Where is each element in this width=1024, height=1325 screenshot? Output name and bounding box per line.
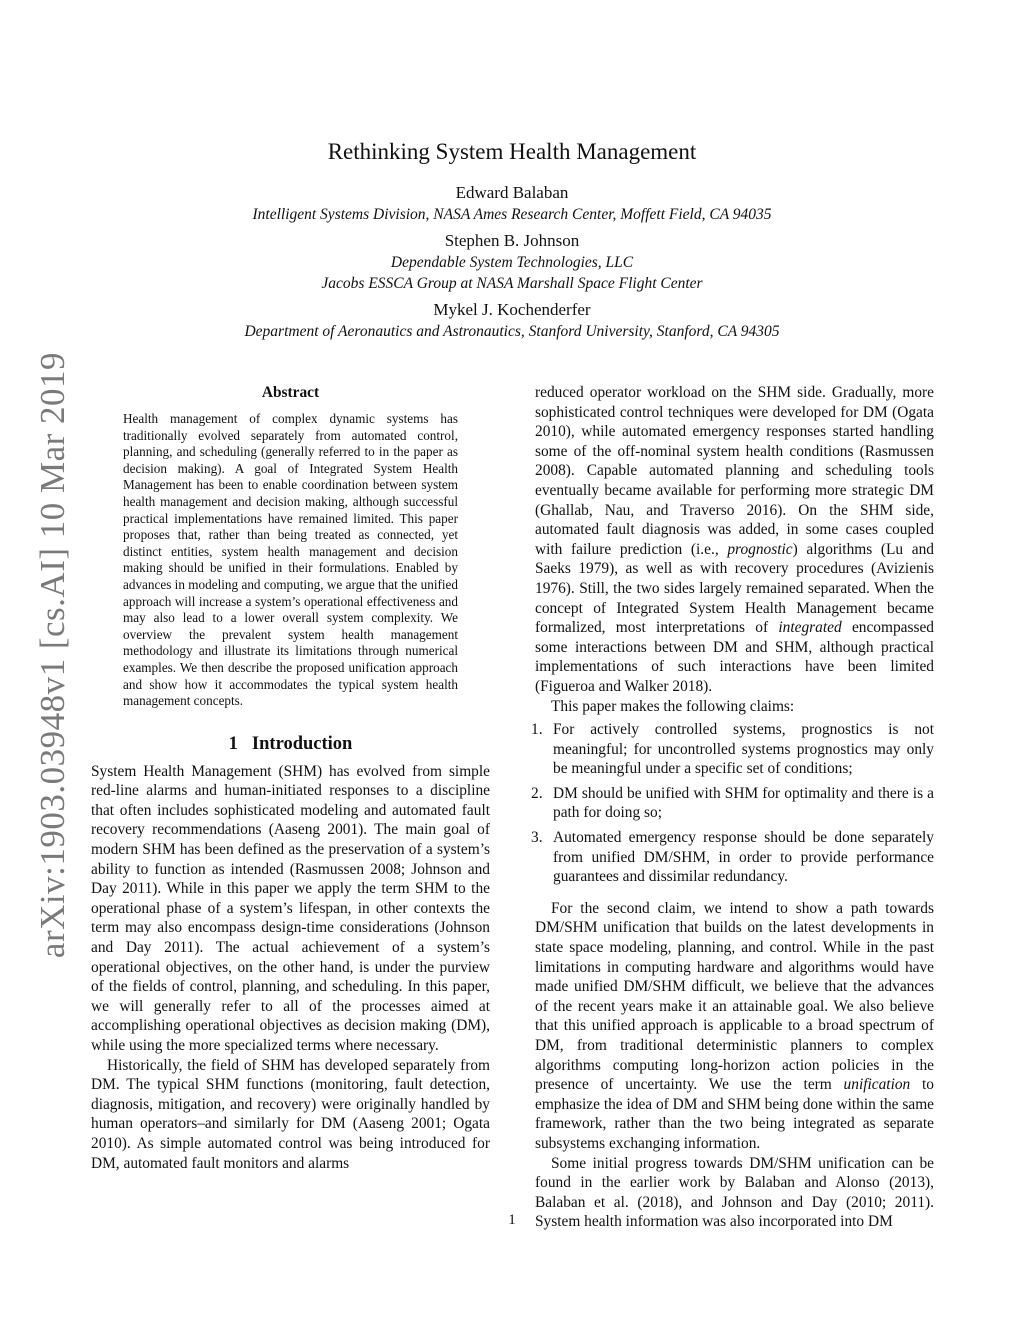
author-name: Edward Balaban [455, 183, 569, 202]
abstract-heading: Abstract [261, 384, 320, 401]
author-block [0, 299, 1024, 342]
section-number: 1 [228, 733, 238, 754]
text-run: to emphasize the idea of DM and SHM being done within the same framework, rather than the two being integrated as separate subsystems exchanging information. [535, 1076, 934, 1152]
list-item-text: DM should be unified with SHM for optimality and there is a path for doing so; [553, 784, 934, 822]
body-paragraph: Some initial progress towards DM/SHM unification can be found in the earlier work by Balaban and Alonso (2013), Balaban et al. (2018), and Johnson and Day (2010; 2011). System health information was also incorporated into DM [535, 1154, 934, 1231]
list-item-number: 2. [531, 784, 543, 802]
author-name: Stephen B. Johnson [444, 231, 580, 250]
body-paragraph [535, 899, 934, 1154]
text-run: For the second claim, we intend to show a path towards DM/SHM unification that builds on the latest developments in state space modeling, planning, and control. While in the past limitations in computing hardware and algorithms would have made unified DM/SHM difficult, we believe that the advances of the recent years make it an attainable goal. We also believe that this unified approach is applicable to a broad spectrum of DM, from traditional deterministic planners to complex algorithms computing long-horizon action policies in the presence of uncertainty. We use the term [535, 899, 934, 1094]
list-item-number: 1. [531, 721, 543, 739]
text-run: reduced operator workload on the SHM side. Gradually, more sophisticated control techniques were developed for DM (Ogata 2010), while automated emergency responses started handling some of the off-nominal system health conditions (Rasmussen 2008). Capable automated planning and scheduling tools eventually became available for performing more strategic DM (Ghallab, Nau, and Traverso 2016). On the SHM side, automated fault diagnosis was added, in some cases coupled with failure prediction (i.e., [535, 384, 934, 558]
text-run: encompassed some interactions between DM and SHM, although practical implementations of such interactions have been limited (Figueroa and Walker 2018). [535, 619, 935, 695]
author-affiliation: Department of Aeronautics and Astronautics, Stanford University, Stanford, CA 94305 [244, 323, 780, 340]
list-item-number: 3. [531, 829, 543, 847]
paper-title: Rethinking System Health Management [327, 139, 697, 164]
author-affiliation: Jacobs ESSCA Group at NASA Marshall Space Flight Center [321, 275, 703, 292]
author-block [0, 230, 1024, 294]
list-item [531, 784, 934, 823]
claims-intro: This paper makes the following claims: [551, 697, 795, 715]
body-paragraph: Historically, the field of SHM has developed separately from DM. The typical SHM functions (monitoring, fault detection, diagnosis, mitigation, and recovery) were originally handled by human operators–and similarly for DM (Aaseng 2001; Ogata 2010). As simple automated control was being introduced for DM, automated fault monitors and alarms [91, 1056, 490, 1172]
list-item [531, 720, 934, 779]
claims-list [531, 720, 934, 887]
left-column [91, 383, 490, 1173]
author-name: Mykel J. Kochenderfer [433, 300, 591, 319]
arxiv-stamp [18, 351, 88, 959]
paper-header [0, 138, 1024, 347]
arxiv-id-text: arXiv:1903.03948v1 [cs.AI] 10 Mar 2019 [33, 351, 72, 959]
page-number: 1 [508, 1212, 516, 1228]
list-item-text: Automated emergency response should be done separately from unified DM/SHM, in order to provide performance guarantees and dissimilar redundancy. [553, 829, 934, 886]
author-block [0, 182, 1024, 225]
emphasis-text: prognostic [727, 540, 793, 558]
emphasis-text: unification [843, 1076, 911, 1094]
section-title: Introduction [251, 733, 353, 754]
right-column [531, 383, 935, 1232]
body-paragraph [535, 383, 934, 697]
list-item-text: For actively controlled systems, prognostics is not meaningful; for uncontrolled systems prognostics may only be meaningful under a specific set of conditions; [553, 721, 934, 778]
emphasis-text: integrated [778, 619, 842, 637]
author-affiliation: Dependable System Technologies, LLC [390, 254, 634, 271]
author-affiliation: Intelligent Systems Division, NASA Ames Research Center, Moffett Field, CA 94035 [252, 206, 772, 223]
abstract-body: Health management of complex dynamic systems has traditionally evolved separately from automated control, planning, and scheduling (generally referred to in the paper as decision making). A goal of Integrated System Health Management has been to enable coordination between system health management and decision making, although successful practical implementations have remained limited. This paper proposes that, rather than being treated as connected, yet distinct entities, system health management and decision making should be unified in their formulations. Enabled by advances in modeling and computing, we argue that the unified approach will increase a system’s operational effectiveness and may also lead to a lower overall system complexity. We overview the prevalent system health management methodology and illustrate its limitations through numerical examples. We then describe the proposed unification approach and show how it accommodates the typical system health management concepts. [123, 411, 458, 709]
section-heading [91, 732, 490, 756]
body-paragraph: System Health Management (SHM) has evolved from simple red-line alarms and human-initiated responses to a discipline that often includes sophisticated modeling and automated fault recovery recommendations (Aaseng 2001). The main goal of modern SHM has been defined as the preservation of a system’s ability to function as intended (Rasmussen 2008; Johnson and Day 2011). While in this paper we apply the term SHM to the operational phase of a system’s lifespan, in other contexts the term may also encompass design-time considerations (Johnson and Day 2011). The actual achievement of a system’s operational objectives, on the other hand, is under the purview of the fields of control, planning, and scheduling. In this paper, we will generally refer to all of the processes aimed at accomplishing operational objectives as decision making (DM), while using the more specialized terms where necessary. [91, 762, 490, 1054]
text-run: ) algorithms (Lu and Saeks 1979), as well as with recovery procedures (Avizienis 1976). Still, the two sides largely remained separated. When the concept of Integrated System Health Management became formalized, most interpretations of [535, 540, 934, 637]
list-item [531, 828, 934, 887]
